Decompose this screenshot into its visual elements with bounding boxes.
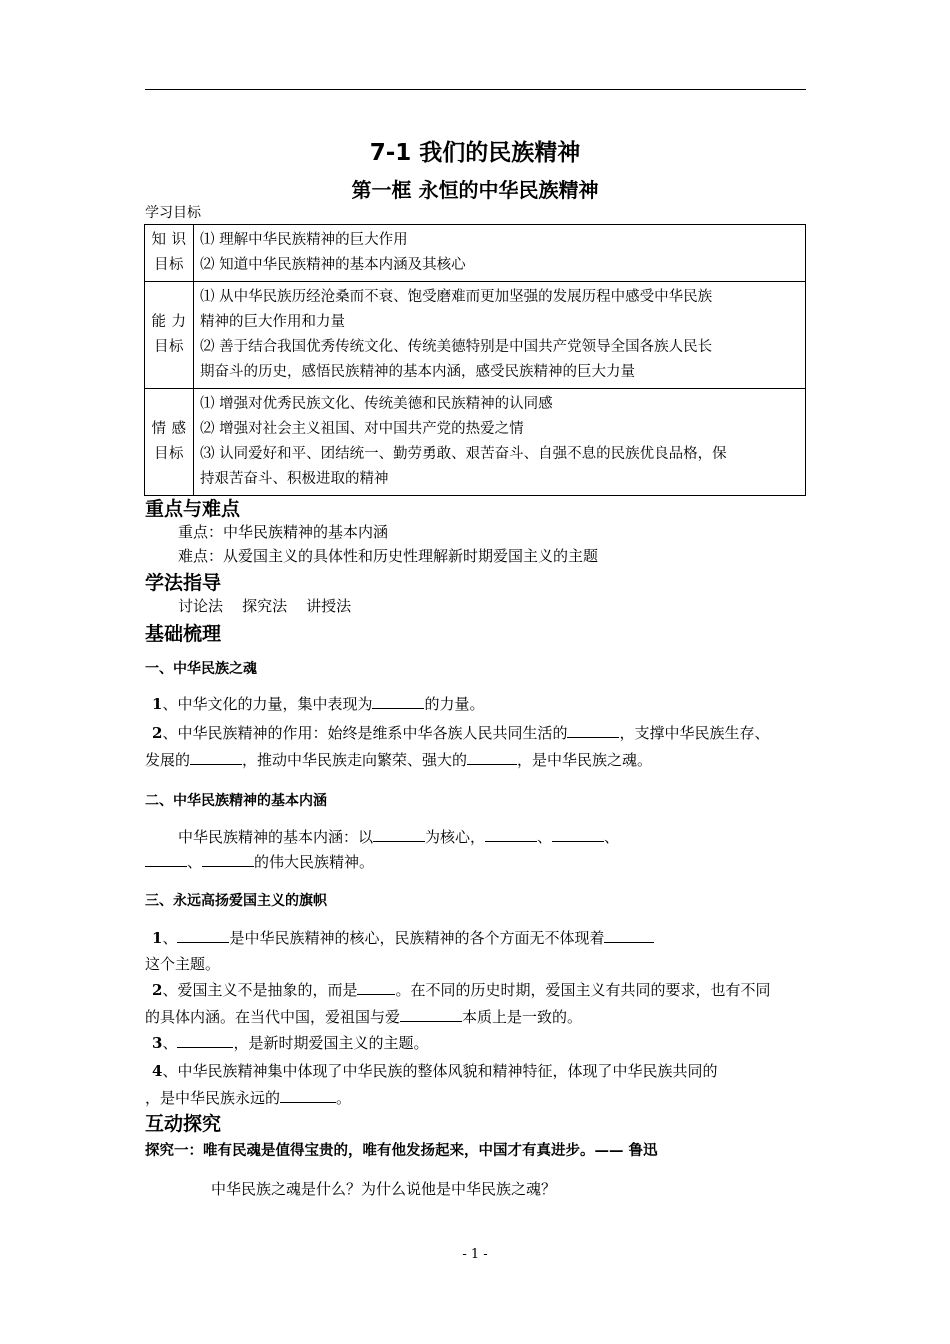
- method-text: 讨论法 探究法 讲授法: [178, 597, 352, 615]
- objectives-label: 学习目标: [145, 205, 201, 221]
- page-number: - 1 -: [462, 1247, 488, 1262]
- s1-question-1: 1、中华文化的力量，集中表现为 的力量。: [152, 695, 485, 713]
- fill-blank[interactable]: [357, 979, 395, 995]
- fill-blank[interactable]: [190, 749, 242, 765]
- explore-heading: 互动探究: [145, 1113, 222, 1135]
- objectives-row-content: ⑴ 增强对优秀民族文化、传统美德和民族精神的认同感 ⑵ 增强对社会主义祖国、对中国共产党的热爱之情 ⑶ 认同爱好和平、团结统一、勤劳勇敢、艰苦奋斗、自强不息的民族优良品格，保 持艰苦奋斗、积极进取的精神: [194, 389, 806, 496]
- fill-blank[interactable]: [400, 1006, 462, 1022]
- s1-question-2-cont: 发展的 ，推动中华民族走向繁荣、强大的 ，是中华民族之魂。: [145, 751, 653, 769]
- s3-question-3: 3、 ，是新时期爱国主义的主题。: [152, 1034, 429, 1052]
- fill-blank[interactable]: [567, 722, 619, 738]
- fill-blank[interactable]: [202, 851, 254, 867]
- fill-blank[interactable]: [280, 1087, 336, 1103]
- fill-blank[interactable]: [552, 826, 604, 842]
- objectives-row-content: ⑴ 从中华民族历经沧桑而不衰、饱受磨难而更加坚强的发展历程中感受中华民族 精神的巨大作用和力量 ⑵ 善于结合我国优秀传统文化、传统美德特别是中国共产党领导全国各族人民长 期奋斗的历史，感悟民族精神的基本内涵，感受民族精神的巨大力量: [194, 282, 806, 389]
- page-subtitle: 第一框 永恒的中华民族精神: [351, 178, 599, 202]
- s1-question-2: 2、中华民族精神的作用：始终是维系中华各族人民共同生活的 ，支撑中华民族生存、: [152, 724, 770, 742]
- explore-1-title: 探究一：唯有民魂是值得宝贵的，唯有他发扬起来，中国才有真进步。—— 鲁迅: [145, 1142, 658, 1159]
- key-points-heading: 重点与难点: [145, 498, 241, 520]
- s3-question-1-cont: 这个主题。: [145, 955, 221, 973]
- section-3-title: 三、永远高扬爱国主义的旗帜: [145, 893, 327, 909]
- fill-blank[interactable]: [145, 851, 187, 867]
- fill-blank[interactable]: [604, 927, 654, 943]
- difficult-point-text: 难点：从爱国主义的具体性和历史性理解新时期爱国主义的主题: [178, 547, 599, 565]
- objectives-row-knowledge: [145, 225, 806, 282]
- s3-question-2: 2、爱国主义不是抽象的，而是 。在不同的历史时期，爱国主义有共同的要求，也有不同: [152, 981, 771, 999]
- s3-question-2-cont: 的具体内涵。在当代中国，爱祖国与爱 本质上是一致的。: [145, 1008, 583, 1026]
- objectives-row-ability: [145, 282, 806, 389]
- objectives-table: [144, 224, 806, 496]
- fill-blank[interactable]: [373, 826, 425, 842]
- method-heading: 学法指导: [145, 572, 222, 594]
- key-point-text: 重点：中华民族精神的基本内涵: [178, 523, 389, 541]
- explore-1-question: 中华民族之魂是什么？为什么说他是中华民族之魂？: [211, 1180, 557, 1198]
- objectives-row-label: 知 识 目标: [145, 225, 194, 282]
- s3-question-4-cont: ，是中华民族永远的 。: [145, 1089, 352, 1107]
- objectives-row-emotion: [145, 389, 806, 496]
- s3-question-1: 1、 是中华民族精神的核心，民族精神的各个方面无不体现着: [152, 927, 654, 948]
- objectives-row-label: 情 感 目标: [145, 389, 194, 496]
- fill-blank[interactable]: [467, 749, 517, 765]
- basics-heading: 基础梳理: [145, 623, 222, 645]
- fill-blank[interactable]: [177, 1032, 233, 1048]
- fill-blank[interactable]: [485, 826, 537, 842]
- section-1-title: 一、中华民族之魂: [145, 661, 257, 677]
- page-title: 7-1 我们的民族精神: [369, 140, 581, 166]
- s2-content: 中华民族精神的基本内涵：以 为核心， 、 、: [178, 828, 620, 846]
- fill-blank[interactable]: [372, 693, 424, 709]
- objectives-row-label: 能 力 目标: [145, 282, 194, 389]
- s2-content-cont: 、 的伟大民族精神。: [145, 851, 374, 872]
- section-2-title: 二、中华民族精神的基本内涵: [145, 793, 327, 809]
- objectives-row-content: ⑴ 理解中华民族精神的巨大作用 ⑵ 知道中华民族精神的基本内涵及其核心: [194, 225, 806, 282]
- s3-question-4: 4、中华民族精神集中体现了中华民族的整体风貌和精神特征，体现了中华民族共同的: [152, 1062, 718, 1080]
- fill-blank[interactable]: [177, 927, 229, 943]
- header-rule: [145, 89, 806, 90]
